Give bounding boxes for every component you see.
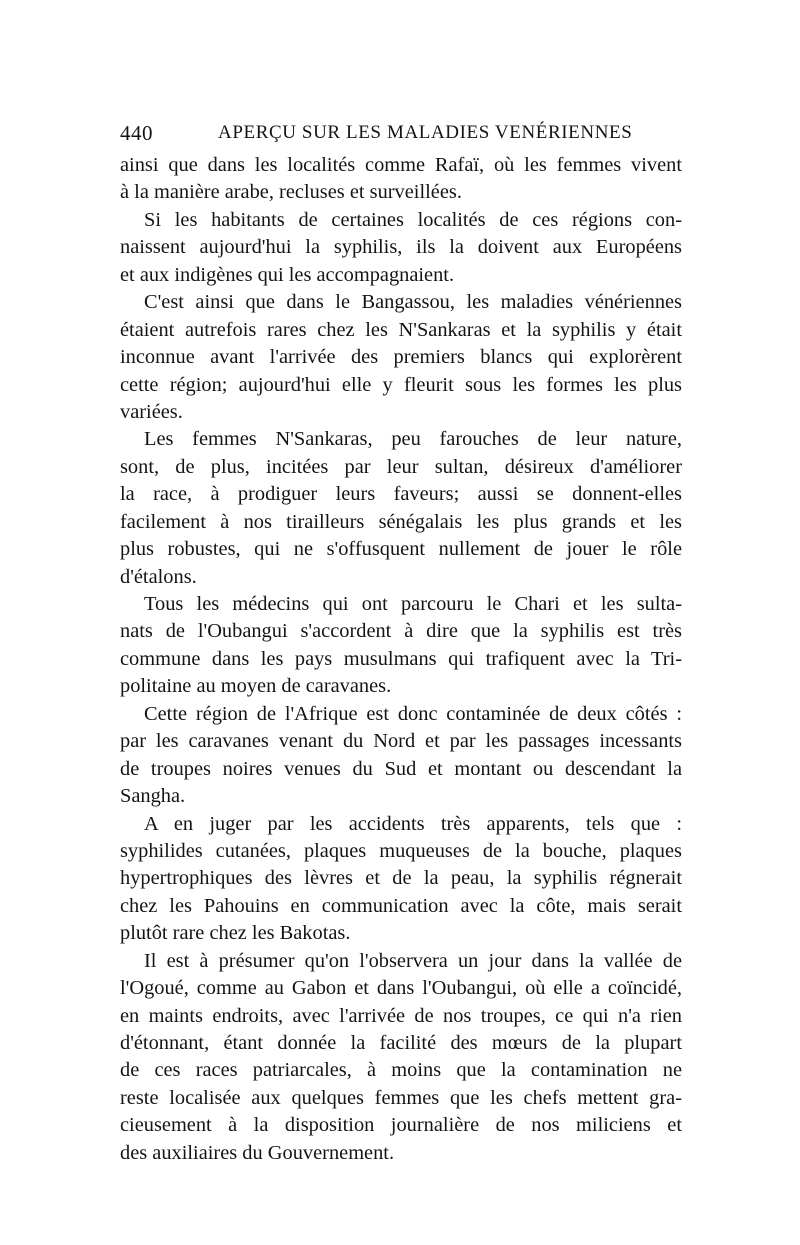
text-line: et aux indigènes qui les accompagnaient. — [120, 263, 455, 286]
text-line: Si les habitants de certaines localités de ces régions con- — [144, 208, 682, 231]
text-line: nats de l'Oubangui s'accordent à dire que la syphilis est très — [120, 620, 682, 643]
text-line: à la manière arabe, recluses et surveillées. — [120, 181, 462, 204]
text-line: chez les Pahouins en communication avec la côte, mais serait — [120, 894, 682, 917]
running-header — [120, 118, 680, 148]
text-line: Sangha. — [120, 785, 186, 808]
text-line: sont, de plus, incitées par leur sultan, désireux d'améliorer — [120, 455, 682, 478]
text-line: ainsi que dans les localités comme Rafaï, où les femmes vivent — [120, 154, 682, 176]
text-line: en maints endroits, avec l'arrivée de nos troupes, ce qui n'a rien — [120, 1004, 682, 1027]
text-line: variées. — [120, 400, 183, 423]
text-line: Cette région de l'Afrique est donc contaminée de deux côtés : — [144, 702, 682, 725]
text-line: la race, à prodiguer leurs faveurs; aussi se donnent-elles — [120, 483, 682, 506]
text-line: par les caravanes venant du Nord et par les passages incessants — [120, 730, 682, 753]
page-number: 440 — [120, 121, 153, 145]
text-line: inconnue avant l'arrivée des premiers blancs qui explorèrent — [120, 346, 682, 369]
text-line: politaine au moyen de caravanes. — [120, 675, 392, 698]
text-line: Tous les médecins qui ont parcouru le Chari et les sulta- — [144, 593, 682, 615]
text-line: l'Ogoué, comme au Gabon et dans l'Oubangui, où elle a coïncidé, — [120, 977, 682, 1000]
text-line: naissent aujourd'hui la syphilis, ils la doivent aux Européens — [120, 236, 682, 259]
text-line: plutôt rare chez les Bakotas. — [120, 922, 351, 945]
text-line: cieusement à la disposition journalière de nos miliciens et — [120, 1114, 682, 1137]
text-line: des auxiliaires du Gouvernement. — [120, 1141, 395, 1164]
text-line: Il est à présumer qu'on l'observera un jour dans la vallée de — [144, 949, 682, 972]
text-line: A en juger par les accidents très apparents, tels que : — [144, 812, 682, 835]
text-line: commune dans les pays musulmans qui trafiquent avec la Tri- — [120, 647, 682, 670]
text-line: reste localisée aux quelques femmes que les chefs mettent gra- — [120, 1086, 682, 1109]
running-title: APERÇU SUR LES MALADIES VENÉRIENNES — [218, 122, 633, 143]
text-line: d'étalons. — [120, 565, 197, 588]
body-text — [120, 152, 682, 1167]
text-line: étaient autrefois rares chez les N'Sankaras et la syphilis y était — [120, 318, 682, 341]
text-line: Les femmes N'Sankaras, peu farouches de leur nature, — [144, 428, 682, 451]
text-line: plus robustes, qui ne s'offusquent nullement de jouer le rôle — [120, 538, 682, 561]
text-line: syphilides cutanées, plaques muqueuses de la bouche, plaques — [120, 839, 682, 862]
text-line: de troupes noires venues du Sud et montant ou descendant la — [120, 757, 682, 780]
text-line: hypertrophiques des lèvres et de la peau, la syphilis régnerait — [120, 867, 682, 890]
text-line: C'est ainsi que dans le Bangassou, les maladies vénériennes — [144, 291, 682, 314]
text-line: de ces races patriarcales, à moins que la contamination ne — [120, 1059, 682, 1082]
text-line: d'étonnant, étant donnée la facilité des mœurs de la plupart — [120, 1032, 682, 1054]
text-line: facilement à nos tirailleurs sénégalais les plus grands et les — [120, 510, 682, 533]
text-line: cette région; aujourd'hui elle y fleurit sous les formes les plus — [120, 373, 682, 396]
